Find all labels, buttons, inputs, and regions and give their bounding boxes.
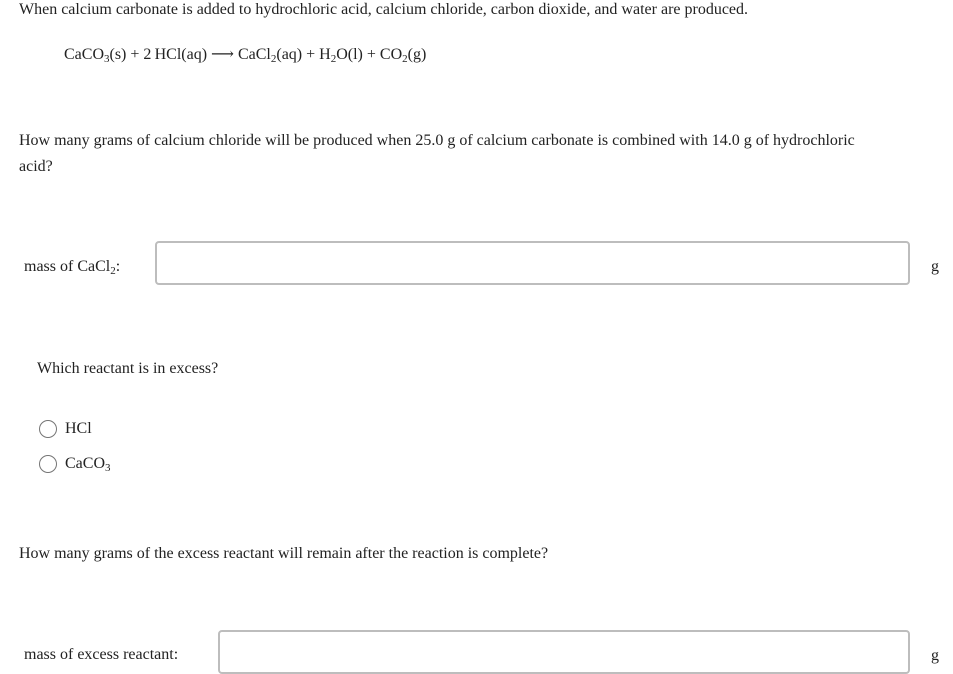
reactant-caco3: CaCO$_3$ [64,46,110,65]
mass-excess-input[interactable] [218,630,910,674]
mass-cacl2-unit: g [931,258,939,275]
chemical-equation [64,44,426,66]
product-state: (aq) + H [276,46,331,63]
product-water: O(l) + CO [336,46,403,63]
product-water-sub: 2 [330,53,337,65]
radio-button-icon[interactable] [39,420,57,438]
mass-cacl2-label: mass of CaCl$_2$: [24,258,121,277]
product-co2-sub: 2 [402,53,408,65]
question-excess-reactant: Which reactant is in excess? [37,360,219,377]
product-co2-state: (g) [407,46,427,63]
option-hcl[interactable] [39,417,92,441]
radio-button-icon[interactable] [39,455,57,473]
option-caco3[interactable] [39,452,111,476]
reactant-state: (s) + 2 HCl(aq) [109,46,212,63]
option-hcl-label[interactable]: HCl [65,420,92,437]
mass-excess-unit: g [931,647,939,664]
question-excess-remaining: How many grams of the excess reactant will remain after the reaction is complete? [19,545,549,562]
mass-excess-label: mass of excess reactant: [24,646,179,663]
reaction-arrow: ⟶ [211,46,234,63]
product-cacl2: CaCl$_2$ [233,46,277,65]
option-caco3-label[interactable]: CaCO$_3$ [65,455,111,474]
intro-text: When calcium carbonate is added to hydrochloric acid, calcium chloride, carbon dioxide, and water are produced. [19,1,749,18]
mass-cacl2-input[interactable] [155,241,910,285]
question-calcium-chloride: How many grams of calcium chloride will be produced when 25.0 g of calcium carbonate is combined with 14.0 g of hydrochloric acid? [19,132,855,175]
